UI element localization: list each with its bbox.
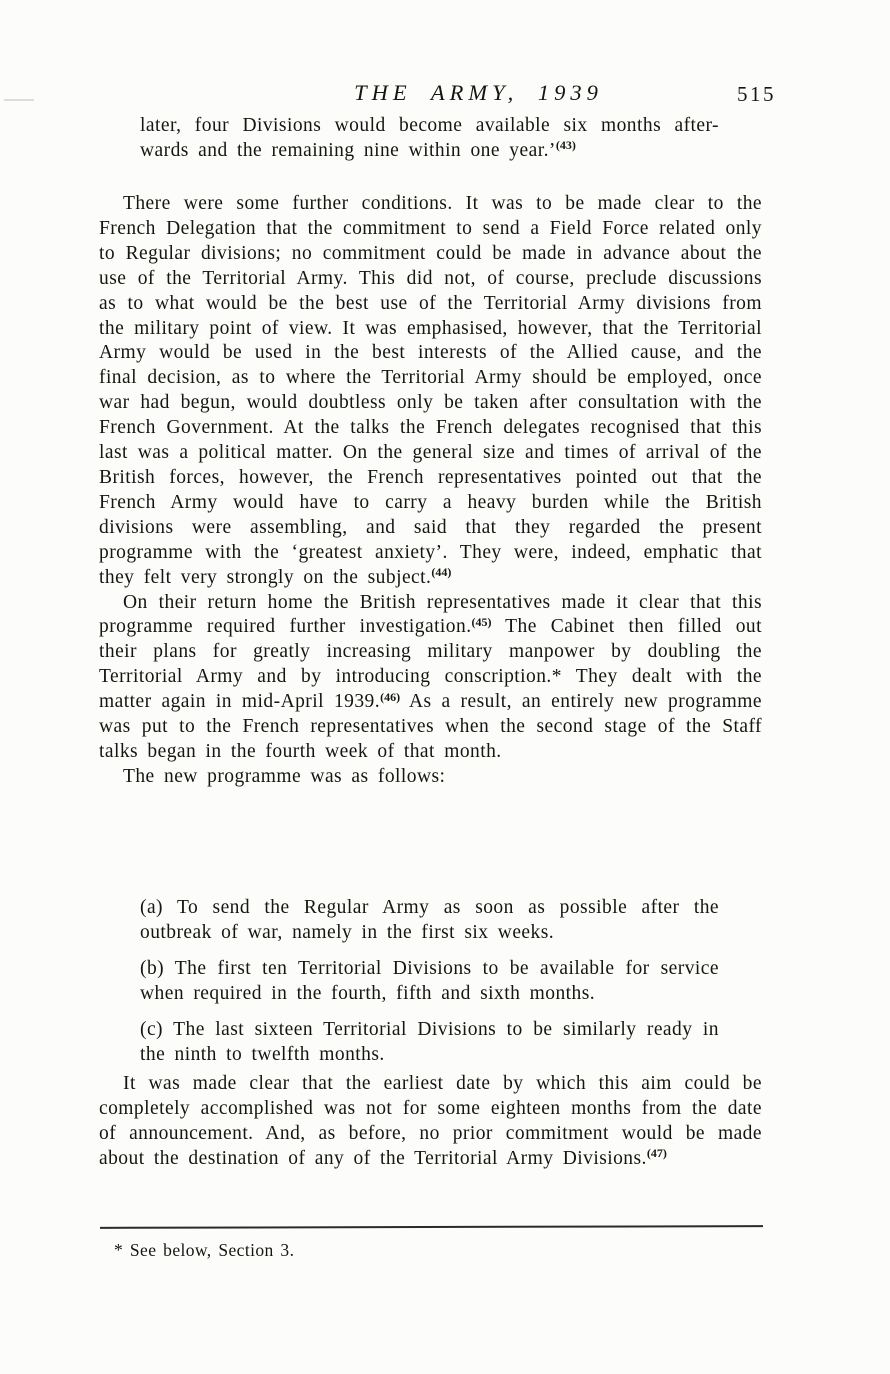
paragraph-new-programme-intro: The new programme was as follows:: [123, 765, 446, 787]
footnote-marker: (44): [431, 565, 452, 580]
list-item-c: (c) The last sixteen Territorial Divisions to be similarly ready in the ninth to twelfth months.: [140, 1018, 719, 1065]
running-title: THE ARMY, 1939: [354, 80, 603, 105]
paragraph-further-conditions: There were some further conditions. It was to be made clear to the French Delegation that the commitment to send a Field Force related only to Regular divisions; no commitment could be made in advance about the use of the Territorial Army. This did not, of course, preclude discussions as to what would be the best use of the Territorial Army divisions from the military point of view. It was emphasised, however, that the Territorial Army would be used in the best interests of the Allied cause, and the final decision, as to where the Territorial Army should be employed, once war had begun, would doubtless only be taken after consultation with the French Government. At the talks the French delegates recognised that this last was a political matter. On the general size and times of arrival of the British forces, however, the French representatives pointed out that the French Army would have to carry a heavy burden while the British divisions were assembling, and said that they regarded the present programme with the ‘greatest anxiety’. They were, indeed, emphatic that they felt very strongly on the subject.$^{(44)}$: [99, 193, 762, 588]
page-number: 515: [737, 82, 776, 106]
footnote-marker: (47): [646, 1146, 667, 1161]
footnote: * See below, Section 3.: [114, 1240, 295, 1260]
paragraph-return-home: On their return home the British representatives made it clear that this programme required further investigation.$^{(45)}$ The Cabinet then filled out their plans for greatly increasing military manpower by doubling the Territorial Army and by introducing conscription.* They dealt with the matter again in mid-April 1939.$^{(46)}$ As a result, an entirely new programme was put to the French representatives when the second stage of the Staff talks began in the fourth week of that month.: [99, 591, 762, 762]
footnote-marker: (46): [380, 689, 401, 704]
closing-section: [99, 1072, 762, 1172]
scan-artifact-mark: [4, 99, 34, 101]
quote-line: wards and the remaining nine within one year.’$^{(43)}$: [140, 138, 576, 161]
main-paragraphs: [99, 192, 762, 790]
footnote-rule: [100, 1225, 763, 1229]
quote-continuation: [140, 114, 719, 164]
paragraph-closing: It was made clear that the earliest date by which this aim could be completely accomplished was not for some eighteen months from the date of announcement. And, as before, no prior commitment would be made about the destination of any of the Territorial Army Divisions.$^{(47)}$: [99, 1073, 762, 1169]
list-item-b: (b) The first ten Territorial Divisions to be available for service when required in the fourth, fifth and sixth months.: [140, 957, 719, 1004]
quote-line: later, four Divisions would become available six months after-: [140, 115, 719, 136]
footnote-marker: (45): [471, 614, 492, 629]
programme-list: [140, 896, 719, 1078]
list-item-a: (a) To send the Regular Army as soon as possible after the outbreak of war, namely in the first six weeks.: [140, 897, 719, 943]
footnote-marker: (43): [555, 138, 576, 153]
running-head: [99, 80, 776, 110]
